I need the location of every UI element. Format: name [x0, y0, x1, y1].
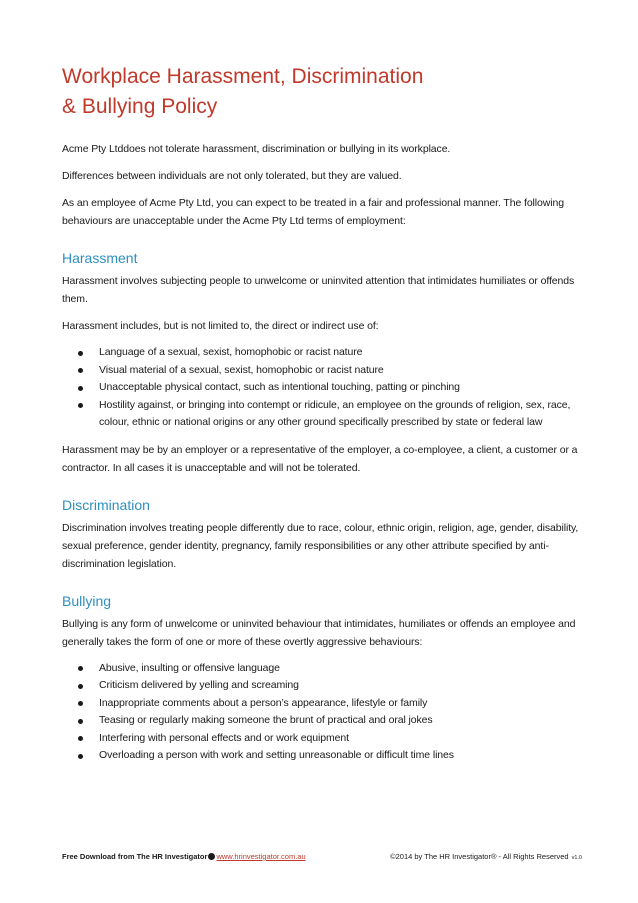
list-item: Teasing or regularly making someone the brunt of practical and oral jokes [62, 712, 582, 730]
title-line-1: Workplace Harassment, Discrimination [62, 65, 424, 88]
bullet-icon [78, 736, 83, 741]
list-item: Abusive, insulting or offensive language [62, 660, 582, 678]
bullet-icon [78, 719, 83, 724]
bullet-icon [208, 853, 215, 860]
discrimination-paragraph: Discrimination involves treating people differently due to race, colour, ethnic origin, religion, age, gender, disability, sexual preference, gender identity, pregnancy, family responsibilities or any other attribute specified by anti-discrimination legislation. [62, 521, 579, 570]
list-item: Inappropriate comments about a person’s appearance, lifestyle or family [62, 695, 582, 713]
bullet-icon [78, 701, 83, 706]
list-item: Overloading a person with work and setting unreasonable or difficult time lines [62, 747, 582, 765]
footer-left [62, 851, 306, 863]
discrimination-heading: Discrimination [62, 496, 150, 513]
intro-paragraph-1: Acme Pty Ltddoes not tolerate harassment, discrimination or bullying in its workplace. [62, 143, 451, 155]
bullying-heading: Bullying [62, 592, 112, 609]
list-item: Interfering with personal effects and or work equipment [62, 730, 582, 748]
footer-website-link[interactable]: www.hrinvestigator.com.au [216, 852, 306, 861]
harassment-heading: Harassment [62, 250, 138, 266]
harassment-paragraph-1: Harassment involves subjecting people to unwelcome or uninvited attention that intimidates humiliates or offends them. [62, 275, 575, 305]
bullet-icon [78, 403, 83, 408]
title-line-2: & Bullying Policy [62, 95, 218, 118]
harassment-list [62, 344, 582, 432]
list-item: Language of a sexual, sexist, homophobic or racist nature [62, 344, 582, 362]
bullet-icon [78, 368, 83, 373]
footer-copyright: ©2014 by The HR Investigator® - All Rights Reserved [390, 852, 569, 861]
footer-download-text: Free Download from The HR Investigator [62, 852, 208, 861]
bullying-list [62, 660, 582, 765]
bullet-icon [78, 666, 83, 671]
footer-version: v1.0 [571, 855, 582, 861]
page-title [62, 62, 582, 122]
harassment-paragraph-2: Harassment includes, but is not limited to, the direct or indirect use of: [62, 320, 379, 332]
list-item: Unacceptable physical contact, such as intentional touching, patting or pinching [62, 379, 582, 397]
bullet-icon [78, 386, 83, 391]
intro-paragraph-2: Differences between individuals are not only tolerated, but they are valued. [62, 170, 402, 182]
bullet-icon [78, 684, 83, 689]
document-content [62, 62, 582, 774]
bullying-paragraph: Bullying is any form of unwelcome or uninvited behaviour that intimidates, humiliates or offends an employee and generally takes the form of one or more of these overtly aggressive behaviours: [62, 617, 576, 648]
bullet-icon [78, 754, 83, 759]
bullet-icon [78, 351, 83, 356]
intro-paragraph-3: As an employee of Acme Pty Ltd, you can expect to be treated in a fair and professional manner. The following behaviours are unacceptable under the Acme Pty Ltd terms of employment: [62, 197, 564, 227]
list-item: Visual material of a sexual, sexist, homophobic or racist nature [62, 362, 582, 380]
harassment-paragraph-3: Harassment may be by an employer or a representative of the employer, a co-employee, a client, a customer or a contractor. In all cases it is unacceptable and will not be tolerated. [62, 443, 578, 474]
list-item: Criticism delivered by yelling and screaming [62, 677, 582, 695]
footer-right [390, 851, 582, 864]
list-item: Hostility against, or bringing into contempt or ridicule, an employee on the grounds of religion, sex, race, colour, ethnic or national origins or any other ground specifically prescribed by state or federal law [62, 397, 582, 432]
